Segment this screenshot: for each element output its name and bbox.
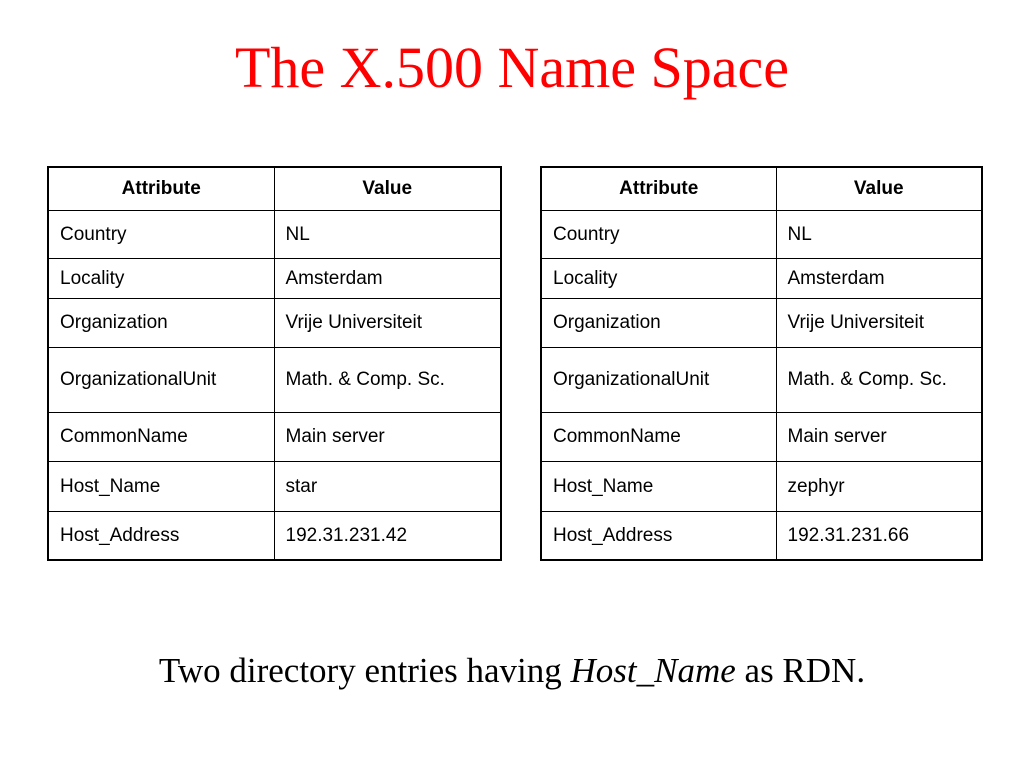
value-cell: Main server (274, 412, 501, 461)
caption-prefix: Two directory entries having (158, 651, 571, 690)
value-cell: zephyr (776, 461, 982, 511)
table-row (48, 347, 501, 412)
value-cell: Main server (776, 412, 982, 461)
attribute-cell: Host_Name (541, 461, 776, 511)
attribute-cell: OrganizationalUnit (48, 347, 274, 412)
value-cell: Amsterdam (776, 258, 982, 298)
table-row (541, 412, 982, 461)
caption-emphasis: Host_Name (570, 651, 736, 690)
attribute-cell: Host_Address (541, 511, 776, 560)
value-cell: NL (776, 210, 982, 258)
value-cell: Amsterdam (274, 258, 501, 298)
column-header-attribute: Attribute (48, 167, 274, 210)
table-header-row (48, 167, 501, 210)
table-row (541, 210, 982, 258)
table-row (541, 298, 982, 347)
attribute-cell: OrganizationalUnit (541, 347, 776, 412)
column-header-value: Value (274, 167, 501, 210)
value-cell: Vrije Universiteit (776, 298, 982, 347)
value-cell: star (274, 461, 501, 511)
caption-suffix: as RDN. (735, 651, 866, 690)
attribute-cell: CommonName (48, 412, 274, 461)
table-row (541, 258, 982, 298)
attribute-cell: Country (48, 210, 274, 258)
table-row (541, 461, 982, 511)
table-row (48, 210, 501, 258)
attribute-cell: Host_Name (48, 461, 274, 511)
value-cell: 192.31.231.42 (274, 511, 501, 560)
directory-entry-table-zephyr (540, 166, 983, 561)
attribute-cell: Organization (48, 298, 274, 347)
table-row (541, 347, 982, 412)
directory-entry-table-star (47, 166, 502, 561)
table-row (48, 412, 501, 461)
attribute-cell: Locality (541, 258, 776, 298)
value-cell: Math. & Comp. Sc. (274, 347, 501, 412)
value-cell: 192.31.231.66 (776, 511, 982, 560)
attribute-cell: Country (541, 210, 776, 258)
value-cell: NL (274, 210, 501, 258)
table-row (48, 258, 501, 298)
slide-title: The X.500 Name Space (234, 35, 790, 100)
attribute-cell: CommonName (541, 412, 776, 461)
attribute-cell: Organization (541, 298, 776, 347)
attribute-cell: Locality (48, 258, 274, 298)
table-row (541, 511, 982, 560)
column-header-attribute: Attribute (541, 167, 776, 210)
table-row (48, 511, 501, 560)
attribute-cell: Host_Address (48, 511, 274, 560)
table-row (48, 461, 501, 511)
table-header-row (541, 167, 982, 210)
slide-caption (0, 647, 1024, 695)
table-row (48, 298, 501, 347)
value-cell: Vrije Universiteit (274, 298, 501, 347)
value-cell: Math. & Comp. Sc. (776, 347, 982, 412)
column-header-value: Value (776, 167, 982, 210)
